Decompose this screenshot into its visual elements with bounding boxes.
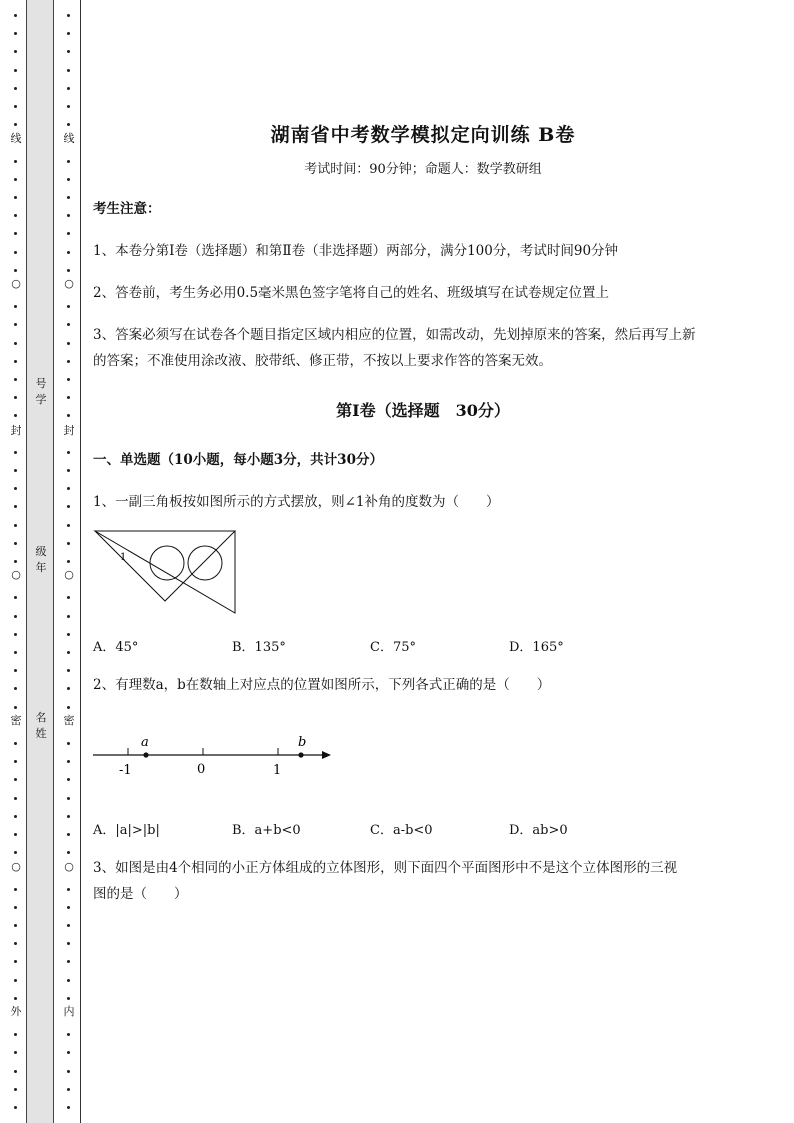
margin-dot <box>14 669 17 672</box>
axis-arrow <box>322 751 331 759</box>
margin-dot <box>67 687 70 690</box>
margin-dot <box>14 414 17 417</box>
margin-marker: ○ <box>8 278 24 290</box>
part-heading: 一、单选题（10小题，每小题3分，共计30分） <box>93 452 383 468</box>
margin-dot <box>14 960 17 963</box>
margin-dot <box>67 833 70 836</box>
point-b-label: b <box>298 735 307 750</box>
margin-dot <box>67 997 70 1000</box>
margin-dot <box>67 269 70 272</box>
section-title: 第I卷（选择题 30分） <box>336 401 510 420</box>
margin-marker: 外 <box>8 1006 24 1018</box>
margin-dot <box>14 69 17 72</box>
notice-item: 3、答案必须写在试卷各个题目指定区域内相应的位置，如需改动，先划掉原来的答案，然后再写上新 <box>93 327 696 343</box>
margin-dot <box>14 1106 17 1109</box>
margin-dot <box>14 214 17 217</box>
margin-dot <box>14 305 17 308</box>
question-3-stem: 图的是（ ） <box>93 886 188 902</box>
margin-dot <box>67 1051 70 1054</box>
margin-dot <box>14 251 17 254</box>
margin-dot <box>67 396 70 399</box>
margin-dot <box>14 487 17 490</box>
margin-dot <box>67 14 70 17</box>
margin-dot <box>14 505 17 508</box>
margin-dot <box>67 32 70 35</box>
margin-marker: ○ <box>8 569 24 581</box>
notice-item: 的答案；不准使用涂改液、胶带纸、修正带，不按以上要求作答的答案无效。 <box>93 353 552 369</box>
margin-dot <box>67 105 70 108</box>
circle-left <box>150 546 184 580</box>
option-a: A．45° <box>93 640 139 655</box>
point-b <box>298 752 303 757</box>
margin-dot <box>67 706 70 709</box>
question-1-stem: 1、一副三角板按如图所示的方式摆放，则∠1补角的度数为（ ） <box>93 494 500 510</box>
margin-dot <box>67 815 70 818</box>
margin-dot <box>67 323 70 326</box>
margin-dot <box>14 979 17 982</box>
margin-dot <box>67 942 70 945</box>
margin-dot <box>67 760 70 763</box>
margin-dot <box>14 196 17 199</box>
triangle-small <box>95 531 235 601</box>
margin-dot <box>14 615 17 618</box>
margin-dot <box>14 651 17 654</box>
margin-dot <box>14 1033 17 1036</box>
margin-dot <box>14 760 17 763</box>
margin-dot <box>14 14 17 17</box>
margin-marker: ○ <box>61 569 77 581</box>
margin-dot <box>14 924 17 927</box>
margin-dot <box>67 123 70 126</box>
margin-dot <box>67 196 70 199</box>
margin-dot <box>14 888 17 891</box>
margin-dot <box>14 524 17 527</box>
margin-dot <box>67 251 70 254</box>
margin-dot <box>14 378 17 381</box>
margin-dot <box>14 706 17 709</box>
question-3-stem: 3、如图是由4个相同的小正方体组成的立体图形，则下面四个平面图形中不是这个立体图形的三视 <box>93 860 678 876</box>
name-field: 名姓 <box>35 711 47 740</box>
margin-dot <box>14 105 17 108</box>
margin-dot <box>14 396 17 399</box>
set-square-figure <box>93 528 243 616</box>
margin-marker: 封 <box>61 425 77 437</box>
margin-marker: 线 <box>8 133 24 145</box>
binding-margin <box>0 0 82 1123</box>
grade-field: 级年 <box>35 545 47 574</box>
margin-dot <box>67 960 70 963</box>
point-a-label: a <box>141 735 149 750</box>
margin-dot <box>14 942 17 945</box>
margin-dot <box>67 797 70 800</box>
margin-dot <box>67 378 70 381</box>
margin-marker: ○ <box>61 861 77 873</box>
margin-dot <box>67 778 70 781</box>
margin-dot <box>14 1051 17 1054</box>
margin-dot <box>14 469 17 472</box>
option-b: B．a+b<0 <box>232 823 301 838</box>
margin-dot <box>67 851 70 854</box>
margin-dot <box>67 669 70 672</box>
tick-label: -1 <box>119 763 132 778</box>
notice-item: 1、本卷分第I卷（选择题）和第Ⅱ卷（非选择题）两部分，满分100分，考试时间90分钟 <box>93 243 619 259</box>
margin-dot <box>67 305 70 308</box>
margin-dot <box>14 1070 17 1073</box>
margin-dot <box>67 487 70 490</box>
margin-dot <box>14 160 17 163</box>
option-c: C．a-b<0 <box>370 823 433 838</box>
margin-dot <box>67 524 70 527</box>
margin-dot <box>67 1106 70 1109</box>
angle-1-label: 1 <box>120 552 127 563</box>
tick-label: 1 <box>273 763 282 778</box>
margin-dot <box>67 178 70 181</box>
margin-dot <box>14 851 17 854</box>
margin-marker: 密 <box>61 715 77 727</box>
margin-dot <box>14 232 17 235</box>
margin-dot <box>14 778 17 781</box>
margin-dot <box>14 342 17 345</box>
student-number-field: 号学 <box>35 377 47 406</box>
margin-marker: ○ <box>8 861 24 873</box>
margin-dot <box>14 269 17 272</box>
notice-item: 2、答卷前，考生务必用0.5毫米黑色签字笔将自己的姓名、班级填写在试卷规定位置上 <box>93 285 610 301</box>
margin-dot <box>14 542 17 545</box>
margin-dot <box>67 651 70 654</box>
margin-dot <box>14 596 17 599</box>
margin-dot <box>67 505 70 508</box>
margin-dot <box>14 178 17 181</box>
margin-dot <box>67 1033 70 1036</box>
margin-dot <box>67 232 70 235</box>
margin-dot <box>67 924 70 927</box>
circle-right <box>188 546 222 580</box>
margin-dot <box>14 123 17 126</box>
notice-heading: 考生注意： <box>93 201 161 217</box>
option-d: D．165° <box>509 640 564 655</box>
margin-dot <box>67 596 70 599</box>
option-d: D．ab>0 <box>509 823 568 838</box>
margin-dot <box>67 979 70 982</box>
margin-marker: 密 <box>8 715 24 727</box>
margin-dot <box>14 997 17 1000</box>
margin-dot <box>67 342 70 345</box>
page-title: 湖南省中考数学模拟定向训练 B卷 <box>270 124 576 146</box>
dotted-line-right <box>61 0 77 1123</box>
margin-dot <box>67 414 70 417</box>
margin-dot <box>14 323 17 326</box>
option-a: A．|a|>|b| <box>93 823 160 838</box>
margin-dot <box>14 633 17 636</box>
margin-dot <box>14 50 17 53</box>
margin-dot <box>14 32 17 35</box>
tick-label: 0 <box>197 762 206 777</box>
margin-dot <box>67 888 70 891</box>
dotted-line-left <box>8 0 24 1123</box>
margin-dot <box>14 87 17 90</box>
margin-dot <box>67 742 70 745</box>
margin-dot <box>67 87 70 90</box>
margin-dot <box>67 50 70 53</box>
margin-dot <box>67 69 70 72</box>
margin-dot <box>67 160 70 163</box>
option-c: C．75° <box>370 640 416 655</box>
margin-dot <box>67 214 70 217</box>
margin-dot <box>67 1070 70 1073</box>
margin-dot <box>14 815 17 818</box>
margin-rule <box>80 0 81 1123</box>
margin-dot <box>14 687 17 690</box>
exam-info: 考试时间：90分钟；命题人：数学教研组 <box>304 162 542 177</box>
margin-dot <box>67 469 70 472</box>
option-b: B．135° <box>232 640 286 655</box>
margin-dot <box>67 633 70 636</box>
margin-dot <box>67 542 70 545</box>
number-line-figure <box>93 730 338 782</box>
margin-dot <box>67 906 70 909</box>
margin-dot <box>67 360 70 363</box>
margin-marker: 内 <box>61 1006 77 1018</box>
margin-dot <box>14 742 17 745</box>
margin-dot <box>14 560 17 563</box>
margin-dot <box>14 797 17 800</box>
margin-dot <box>67 1088 70 1091</box>
margin-dot <box>67 451 70 454</box>
margin-dot <box>67 615 70 618</box>
margin-marker: ○ <box>61 278 77 290</box>
margin-dot <box>14 451 17 454</box>
margin-marker: 封 <box>8 425 24 437</box>
margin-dot <box>14 360 17 363</box>
margin-dot <box>14 1088 17 1091</box>
margin-dot <box>67 560 70 563</box>
margin-marker: 线 <box>61 133 77 145</box>
margin-dot <box>14 906 17 909</box>
margin-dot <box>14 833 17 836</box>
point-a <box>143 752 148 757</box>
question-2-stem: 2、有理数a，b在数轴上对应点的位置如图所示，下列各式正确的是（ ） <box>93 677 551 693</box>
